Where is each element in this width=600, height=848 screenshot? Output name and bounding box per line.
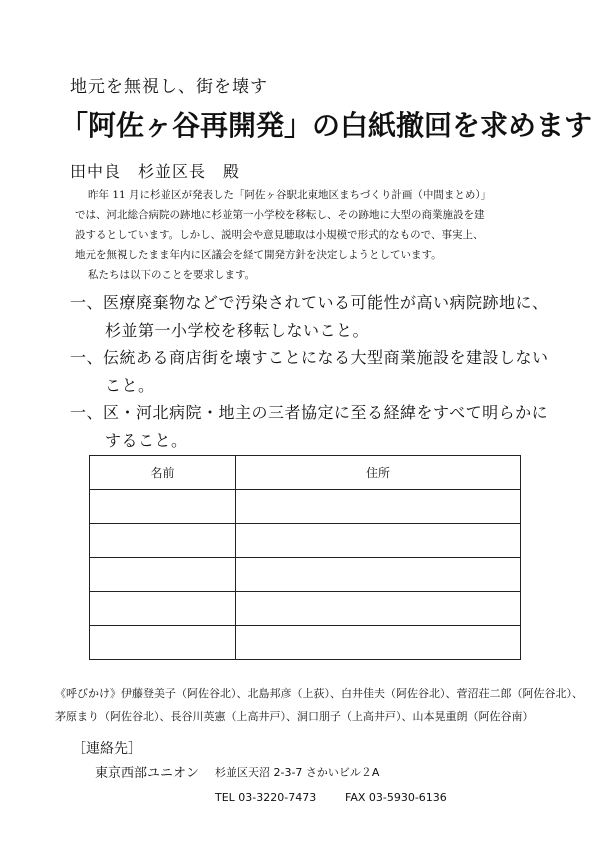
subtitle: 地元を無視し、街を壊す: [70, 77, 268, 97]
address-cell[interactable]: [236, 592, 521, 626]
address-column-header: 住所: [236, 456, 521, 490]
telephone-number: TEL 03-3220-7473: [215, 791, 317, 804]
address-cell[interactable]: [236, 558, 521, 592]
intro-paragraph-line: では、河北総合病院の跡地に杉並第一小学校を移転し、その跡地に大型の商業施設を建: [75, 209, 485, 221]
name-column-header: 名前: [90, 456, 236, 490]
callers-line: 《呼びかけ》伊藤登美子（阿佐谷北）、北島邦彦（上荻）、白井佳夫（阿佐谷北）、菅沼荘二郎（阿佐谷北）、: [55, 687, 583, 700]
fax-number: FAX 03-5930-6136: [345, 791, 447, 804]
address-cell[interactable]: [236, 524, 521, 558]
signature-table: [89, 455, 521, 660]
demand-3: 一、区・河北病院・地主の三者協定に至る経緯をすべて明らかに: [70, 403, 549, 422]
intro-paragraph-line: 昨年 11 月に杉並区が発表した「阿佐ヶ谷駅北東地区まちづくり計画（中間まとめ）」: [88, 189, 492, 201]
demand-2: 一、伝統ある商店街を壊すことになる大型商業施設を建設しない: [70, 348, 549, 367]
intro-paragraph-line: 設するとしています。しかし、説明会や意見聴取は小規模で形式的なもので、事実上、: [75, 229, 484, 241]
name-cell[interactable]: [90, 626, 236, 660]
table-row: [90, 558, 521, 592]
name-cell[interactable]: [90, 490, 236, 524]
table-row: [90, 490, 521, 524]
table-row: [90, 626, 521, 660]
address-cell[interactable]: [236, 626, 521, 660]
organization-name: 東京西部ユニオン: [95, 766, 200, 781]
demand-1: 一、医療廃棄物などで汚染されている可能性が高い病院跡地に、: [70, 293, 549, 312]
intro-paragraph-line: 地元を無視したまま年内に区議会を経て開発方針を決定しようとしています。: [75, 249, 442, 261]
organization-address: 杉並区天沼 2-3-7 さかいビル２A: [215, 766, 380, 779]
demand-1-continued: 杉並第一小学校を移転しないこと。: [105, 321, 370, 340]
page-title: 「阿佐ヶ谷再開発」の白紙撤回を求めます: [60, 109, 593, 142]
name-cell[interactable]: [90, 592, 236, 626]
table-row: [90, 592, 521, 626]
table-header-row: [90, 456, 521, 490]
addressee: 田中良 杉並区長 殿: [70, 162, 241, 181]
name-cell[interactable]: [90, 524, 236, 558]
name-cell[interactable]: [90, 558, 236, 592]
demand-lead-in: 私たちは以下のことを要求します。: [88, 269, 256, 281]
contact-label: ［連絡先］: [72, 741, 142, 757]
demand-2-continued: こと。: [105, 376, 155, 395]
address-cell[interactable]: [236, 490, 521, 524]
demand-3-continued: すること。: [105, 431, 188, 450]
table-row: [90, 524, 521, 558]
callers-line: 茅原まり（阿佐谷北）、長谷川英憲（上高井戸）、洞口朋子（上高井戸）、山本晃重朗（阿佐谷南）: [55, 710, 534, 723]
